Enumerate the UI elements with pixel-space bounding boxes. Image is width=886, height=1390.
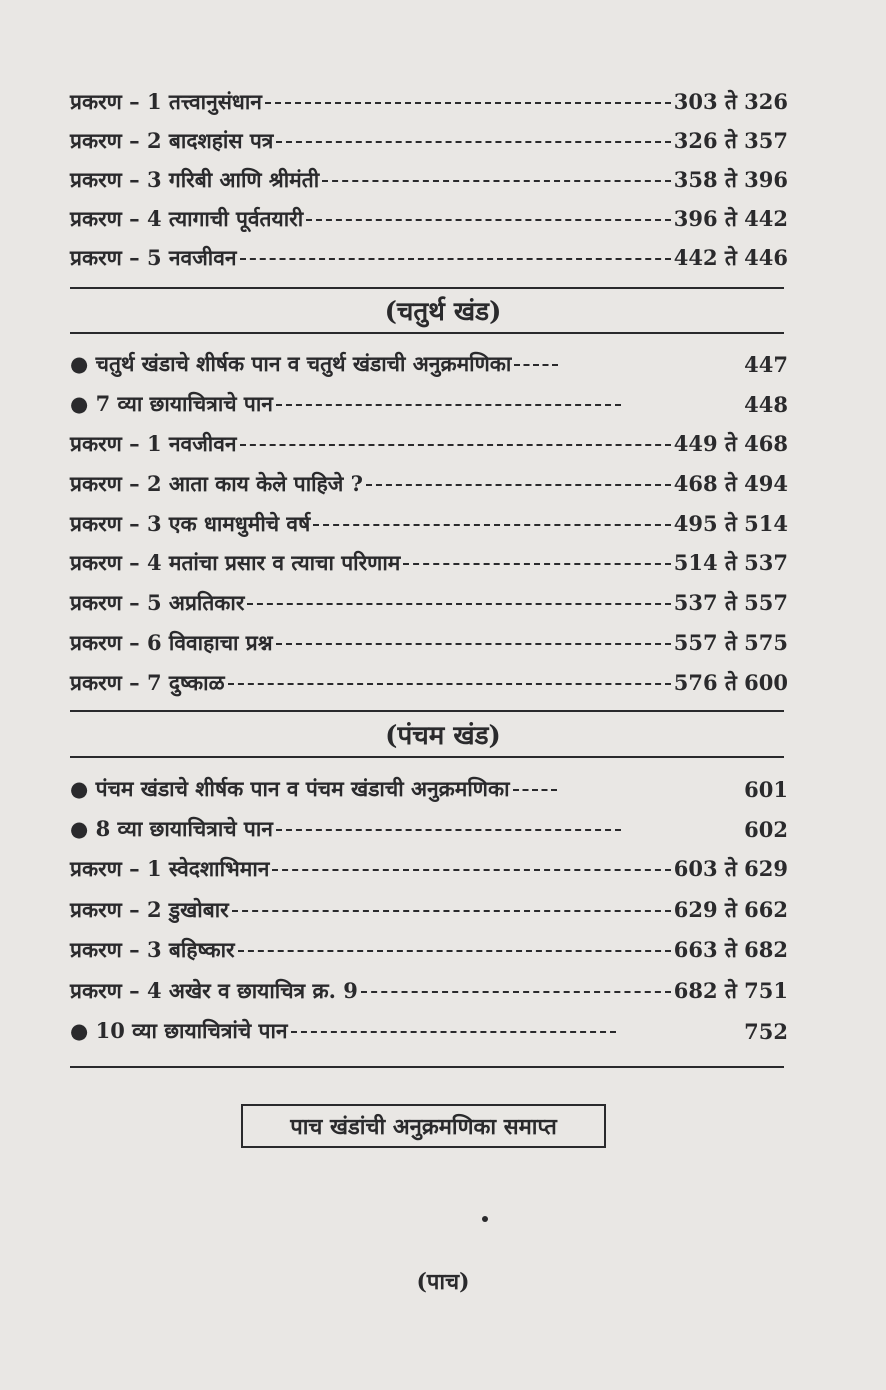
toc-entry xyxy=(70,428,788,460)
leader-dashes xyxy=(306,219,671,221)
leader-dashes xyxy=(272,869,670,871)
leader-dashes xyxy=(366,484,671,486)
toc-entry xyxy=(70,348,788,380)
end-note-text: पाच खंडांची अनुक्रमणिका समाप्त xyxy=(290,1114,557,1140)
toc-entry-pages: 557 ते 575 xyxy=(673,630,788,655)
toc-entry-label: ● चतुर्थ खंडाचे शीर्षक पान व चतुर्थ खंडाची अनुक्रमणिका xyxy=(70,351,512,376)
toc-entry-label: प्रकरण – 3 गरिबी आणि श्रीमंती xyxy=(70,167,320,192)
toc-entry-label: ● 8 व्या छायाचित्राचे पान xyxy=(70,816,273,841)
toc-entry-label: प्रकरण – 3 बहिष्कार xyxy=(70,937,235,962)
toc-entry-pages: 514 ते 537 xyxy=(673,550,788,575)
divider xyxy=(70,710,784,712)
toc-entry-pages: 682 ते 751 xyxy=(673,978,788,1003)
toc-entry xyxy=(70,86,788,118)
toc-entry-pages: 447 xyxy=(744,351,788,377)
leader-dashes xyxy=(228,683,671,685)
leader-dashes xyxy=(513,789,557,791)
toc-entry-label: ● 7 व्या छायाचित्राचे पान xyxy=(70,391,273,416)
toc-entry xyxy=(70,1015,788,1047)
toc-entry xyxy=(70,934,788,966)
toc-entry-label: प्रकरण – 2 डुखोबार xyxy=(70,897,229,922)
toc-entry xyxy=(70,508,788,540)
toc-entry-pages: 629 ते 662 xyxy=(673,897,788,922)
divider xyxy=(70,332,784,334)
leader-dashes xyxy=(403,563,670,565)
toc-entry xyxy=(70,627,788,659)
leader-dashes xyxy=(291,1031,616,1033)
toc-entry-label: प्रकरण – 1 तत्त्वानुसंधान xyxy=(70,89,262,114)
toc-entry-pages: 468 ते 494 xyxy=(673,471,788,496)
toc-entry xyxy=(70,587,788,619)
divider xyxy=(70,1066,784,1068)
leader-dashes xyxy=(514,364,558,366)
leader-dashes xyxy=(276,643,671,645)
toc-entry-pages: 537 ते 557 xyxy=(673,590,788,615)
toc-entry xyxy=(70,242,788,274)
toc-entry-label: प्रकरण – 5 नवजीवन xyxy=(70,245,237,270)
toc-entry-label: प्रकरण – 6 विवाहाचा प्रश्न xyxy=(70,630,273,655)
leader-dashes xyxy=(313,524,671,526)
toc-entry-label: ● 10 व्या छायाचित्रांचे पान xyxy=(70,1018,288,1043)
toc-entry-pages: 663 ते 682 xyxy=(673,937,788,962)
leader-dashes xyxy=(238,950,671,952)
leader-dashes xyxy=(247,603,670,605)
toc-entry-label: प्रकरण – 4 अखेर व छायाचित्र क्र. 9 xyxy=(70,978,358,1003)
toc-entry xyxy=(70,853,788,885)
section-heading-pancham: (पंचम खंड) xyxy=(385,721,501,751)
toc-entry xyxy=(70,547,788,579)
toc-entry-pages: 601 xyxy=(744,776,788,802)
toc-entry-label: प्रकरण – 4 त्यागाची पूर्वतयारी xyxy=(70,206,304,231)
toc-entry-pages: 449 ते 468 xyxy=(673,431,788,456)
toc-entry-label: प्रकरण – 1 नवजीवन xyxy=(70,431,237,456)
toc-entry-label: प्रकरण – 4 मतांचा प्रसार व त्याचा परिणाम xyxy=(70,550,401,575)
end-note-box xyxy=(241,1104,606,1148)
dot-mark xyxy=(482,1216,488,1222)
toc-entry xyxy=(70,667,788,699)
toc-entry-pages: 752 xyxy=(744,1018,788,1044)
toc-entry-pages: 448 xyxy=(744,391,788,417)
leader-dashes xyxy=(232,910,671,912)
toc-entry-label: प्रकरण – 1 स्वेदशाभिमान xyxy=(70,856,270,881)
toc-entry xyxy=(70,388,788,420)
leader-dashes xyxy=(322,180,671,182)
leader-dashes xyxy=(265,102,671,104)
toc-entry-pages: 303 ते 326 xyxy=(673,89,788,114)
toc-entry xyxy=(70,468,788,500)
toc-entry xyxy=(70,164,788,196)
toc-entry-label: प्रकरण – 2 बादशहांस पत्र xyxy=(70,128,274,153)
toc-entry xyxy=(70,203,788,235)
toc-entry xyxy=(70,125,788,157)
toc-entry-pages: 396 ते 442 xyxy=(673,206,788,231)
toc-entry xyxy=(70,773,788,805)
leader-dashes xyxy=(240,444,671,446)
toc-entry-pages: 495 ते 514 xyxy=(673,511,788,536)
toc-entry-pages: 326 ते 357 xyxy=(673,128,788,153)
page-number: (पाच) xyxy=(416,1269,470,1295)
toc-entry-pages: 602 xyxy=(744,816,788,842)
toc-entry-pages: 358 ते 396 xyxy=(673,167,788,192)
toc-entry xyxy=(70,975,788,1007)
leader-dashes xyxy=(276,404,621,406)
toc-entry xyxy=(70,894,788,926)
toc-entry-pages: 576 ते 600 xyxy=(673,670,788,695)
toc-entry-pages: 442 ते 446 xyxy=(673,245,788,270)
toc-entry-label: प्रकरण – 7 दुष्काळ xyxy=(70,670,225,695)
leader-dashes xyxy=(240,258,671,260)
leader-dashes xyxy=(276,829,621,831)
toc-entry-label: ● पंचम खंडाचे शीर्षक पान व पंचम खंडाची अनुक्रमणिका xyxy=(70,776,510,801)
toc-entry xyxy=(70,813,788,845)
leader-dashes xyxy=(276,141,670,143)
toc-entry-pages: 603 ते 629 xyxy=(673,856,788,881)
toc-entry-label: प्रकरण – 3 एक धामधुमीचे वर्ष xyxy=(70,511,311,536)
divider xyxy=(70,756,784,758)
section-heading-chaturth: (चतुर्थ खंड) xyxy=(384,297,502,327)
toc-entry-label: प्रकरण – 2 आता काय केले पाहिजे ? xyxy=(70,471,363,496)
toc-entry-label: प्रकरण – 5 अप्रतिकार xyxy=(70,590,245,615)
leader-dashes xyxy=(361,991,671,993)
divider xyxy=(70,287,784,289)
